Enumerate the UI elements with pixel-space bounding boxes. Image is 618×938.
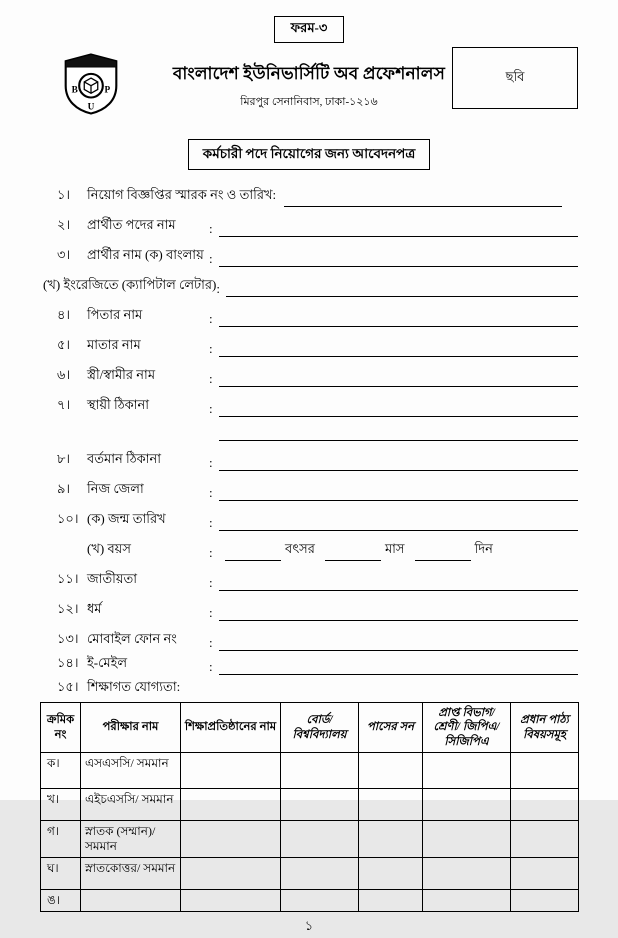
field-number: ১৫। xyxy=(57,679,79,694)
exam-cell-empty[interactable] xyxy=(81,890,181,912)
year-cell-empty[interactable] xyxy=(359,789,423,821)
field-number: ৪। xyxy=(57,307,71,322)
field-label: স্ত্রী/স্বামীর নাম xyxy=(87,367,156,382)
field-number: ৮। xyxy=(57,451,71,466)
header-subjects: প্রধান পাঠ্য বিষয়সমূহ xyxy=(511,703,579,753)
colon: : xyxy=(209,635,213,650)
field-label: জাতীয়তা xyxy=(87,571,138,586)
bup-logo-icon xyxy=(64,53,118,115)
logo-letter-b: B xyxy=(71,85,78,96)
field-number: ৬। xyxy=(57,367,71,382)
field-row-name-english xyxy=(43,276,578,297)
colon: : xyxy=(209,605,213,620)
field-row-age xyxy=(57,540,578,561)
table-row-bachelor xyxy=(41,821,579,858)
permanent-address-line2[interactable] xyxy=(219,427,578,441)
form-number-tag: ফরম-৩ xyxy=(274,16,345,43)
home-district-line[interactable] xyxy=(219,487,578,501)
table-row-masters xyxy=(41,858,579,890)
header-exam-name: পরীক্ষার নাম xyxy=(81,703,181,753)
education-qualification-table xyxy=(40,702,579,912)
post-name-line[interactable] xyxy=(219,223,578,237)
field-number: ১২। xyxy=(57,601,79,616)
page-number: ১ xyxy=(304,918,314,934)
field-row-email xyxy=(57,654,578,675)
age-unit-months: মাস xyxy=(384,541,405,556)
board-cell-empty[interactable] xyxy=(281,858,359,890)
university-title: বাংলাদেশ ইউনিভার্সিটি অব প্রফেশনালস xyxy=(172,64,446,83)
father-name-line[interactable] xyxy=(219,313,578,327)
field-number: ১। xyxy=(57,187,71,202)
field-label: (খ) বয়স xyxy=(87,541,131,556)
table-row-ssc xyxy=(41,753,579,789)
board-cell-empty[interactable] xyxy=(281,890,359,912)
present-address-line[interactable] xyxy=(219,457,578,471)
permanent-address-line1[interactable] xyxy=(219,403,578,417)
table-row-hsc xyxy=(41,789,579,821)
form-header xyxy=(40,53,578,129)
logo-letter-p: P xyxy=(104,85,111,96)
serial-cell: ক। xyxy=(41,753,81,789)
age-unit-days: দিন xyxy=(474,541,493,556)
field-row-mother-name xyxy=(57,336,578,357)
colon: : xyxy=(209,575,213,590)
field-number: ২। xyxy=(57,217,71,232)
field-row-home-district xyxy=(57,480,578,501)
field-number: ১০। xyxy=(57,511,79,526)
university-address: মিরপুর সেনানিবাস, ঢাকা-১২১৬ xyxy=(240,96,378,108)
field-label: ধর্ম xyxy=(87,601,102,616)
name-bangla-line[interactable] xyxy=(219,253,578,267)
age-days-line[interactable] xyxy=(415,547,471,561)
exam-cell: এসএসসি/ সমমান xyxy=(81,753,181,789)
year-cell-empty[interactable] xyxy=(359,890,423,912)
field-label: প্রার্থীত পদের নাম xyxy=(87,217,176,232)
field-label: (ক) জন্ম তারিখ xyxy=(87,511,166,526)
field-number: ১১। xyxy=(57,571,79,586)
institution-cell-empty[interactable] xyxy=(181,890,281,912)
field-label: প্রার্থীর নাম (ক) বাংলায় xyxy=(87,247,204,262)
subjects-cell-empty[interactable] xyxy=(511,890,579,912)
age-months-line[interactable] xyxy=(325,547,381,561)
header-gpa: প্রাপ্ত বিভাগ/ শ্রেণী/ জিপিএ/ সিজিপিএ xyxy=(423,703,511,753)
field-number: ৩। xyxy=(57,247,71,262)
field-row-notice-memo xyxy=(57,186,578,207)
serial-cell: খ। xyxy=(41,789,81,821)
subjects-cell-empty[interactable] xyxy=(511,821,579,858)
table-header-row xyxy=(41,703,579,753)
colon: : xyxy=(209,545,213,560)
email-line[interactable] xyxy=(219,661,578,675)
field-label: বর্তমান ঠিকানা xyxy=(87,451,162,466)
field-row-post-name xyxy=(57,216,578,237)
religion-line[interactable] xyxy=(219,607,578,621)
exam-cell: এইচএসসি/ সমমান xyxy=(81,789,181,821)
field-label: নিজ জেলা xyxy=(87,481,144,496)
mobile-number-line[interactable] xyxy=(219,637,578,651)
field-number: ১৪। xyxy=(57,655,79,670)
colon: : xyxy=(209,515,213,530)
serial-cell: ঙ। xyxy=(41,890,81,912)
colon: : xyxy=(209,311,213,326)
field-row-present-address xyxy=(57,450,578,471)
field-label: মোবাইল ফোন নং xyxy=(87,631,177,646)
serial-cell: গ। xyxy=(41,821,81,858)
gpa-cell-empty[interactable] xyxy=(423,858,511,890)
field-label: শিক্ষাগত যোগ্যতা: xyxy=(87,679,181,694)
field-row-nationality xyxy=(57,570,578,591)
field-number: ১৩। xyxy=(57,631,79,646)
field-label: (খ) ইংরেজিতে (ক্যাপিটাল লেটার) xyxy=(43,277,217,292)
field-row-permanent-address xyxy=(57,396,578,417)
board-cell-empty[interactable] xyxy=(281,821,359,858)
age-years-line[interactable] xyxy=(225,547,281,561)
serial-cell: ঘ। xyxy=(41,858,81,890)
field-row-birth-date xyxy=(57,510,578,531)
field-number: ৭। xyxy=(57,397,71,412)
colon: : xyxy=(216,281,220,296)
field-row-father-name xyxy=(57,306,578,327)
header-passing-year: পাসের সন xyxy=(359,703,423,753)
header-serial: ক্রমিক নং xyxy=(41,703,81,753)
field-number: ৫। xyxy=(57,337,71,352)
subjects-cell-empty[interactable] xyxy=(511,753,579,789)
field-row-mobile xyxy=(57,630,578,651)
colon: : xyxy=(209,659,213,674)
field-label: পিতার নাম xyxy=(87,307,143,322)
board-cell-empty[interactable] xyxy=(281,789,359,821)
year-cell-empty[interactable] xyxy=(359,753,423,789)
exam-cell: স্নাতকোত্তর/ সমমান xyxy=(81,858,181,890)
colon: : xyxy=(209,371,213,386)
colon: : xyxy=(209,485,213,500)
gpa-cell-empty[interactable] xyxy=(423,821,511,858)
institution-cell-empty[interactable] xyxy=(181,858,281,890)
institution-cell-empty[interactable] xyxy=(181,753,281,789)
colon: : xyxy=(209,251,213,266)
gpa-cell-empty[interactable] xyxy=(423,789,511,821)
form-fields xyxy=(40,186,578,699)
nationality-line[interactable] xyxy=(219,577,578,591)
field-number: ৯। xyxy=(57,481,71,496)
birth-date-line[interactable] xyxy=(219,517,578,531)
colon: : xyxy=(209,455,213,470)
spouse-name-line[interactable] xyxy=(219,373,578,387)
board-cell-empty[interactable] xyxy=(281,753,359,789)
field-label: মাতার নাম xyxy=(87,337,141,352)
header-board: বোর্ড/ বিশ্ববিদ্যালয় xyxy=(281,703,359,753)
institution-cell-empty[interactable] xyxy=(181,821,281,858)
age-unit-years: বৎসর xyxy=(285,541,315,556)
photo-attachment-box[interactable]: ছবি xyxy=(452,47,578,109)
field-label: স্থায়ী ঠিকানা xyxy=(87,397,150,412)
institution-cell-empty[interactable] xyxy=(181,789,281,821)
field-label: ই-মেইল xyxy=(87,655,128,670)
field-row-education-heading xyxy=(57,678,578,699)
header-institution: শিক্ষাপ্রতিষ্ঠানের নাম xyxy=(181,703,281,753)
gpa-cell-empty[interactable] xyxy=(423,890,511,912)
gpa-cell-empty[interactable] xyxy=(423,753,511,789)
year-cell-empty[interactable] xyxy=(359,821,423,858)
field-row-religion xyxy=(57,600,578,621)
form-title: কর্মচারী পদে নিয়োগের জন্য আবেদনপত্র xyxy=(188,139,431,170)
colon: : xyxy=(209,341,213,356)
subjects-cell-empty[interactable] xyxy=(511,858,579,890)
mother-name-line[interactable] xyxy=(219,343,578,357)
field-row-name-bangla xyxy=(57,246,578,267)
subjects-cell-empty[interactable] xyxy=(511,789,579,821)
field-row-spouse-name xyxy=(57,366,578,387)
logo-letter-u: U xyxy=(87,102,95,113)
year-cell-empty[interactable] xyxy=(359,858,423,890)
form-title-wrap xyxy=(40,139,578,170)
exam-cell: স্নাতক (সম্মান)/ সমমান xyxy=(81,821,181,858)
colon: : xyxy=(209,221,213,236)
field-label: নিয়োগ বিজ্ঞপ্তির স্মারক নং ও তারিখ: xyxy=(87,187,277,202)
table-row-other xyxy=(41,890,579,912)
name-english-line[interactable] xyxy=(226,283,578,297)
colon: : xyxy=(209,401,213,416)
notice-memo-line[interactable] xyxy=(284,193,562,207)
field-row-permanent-address-cont xyxy=(57,426,578,441)
